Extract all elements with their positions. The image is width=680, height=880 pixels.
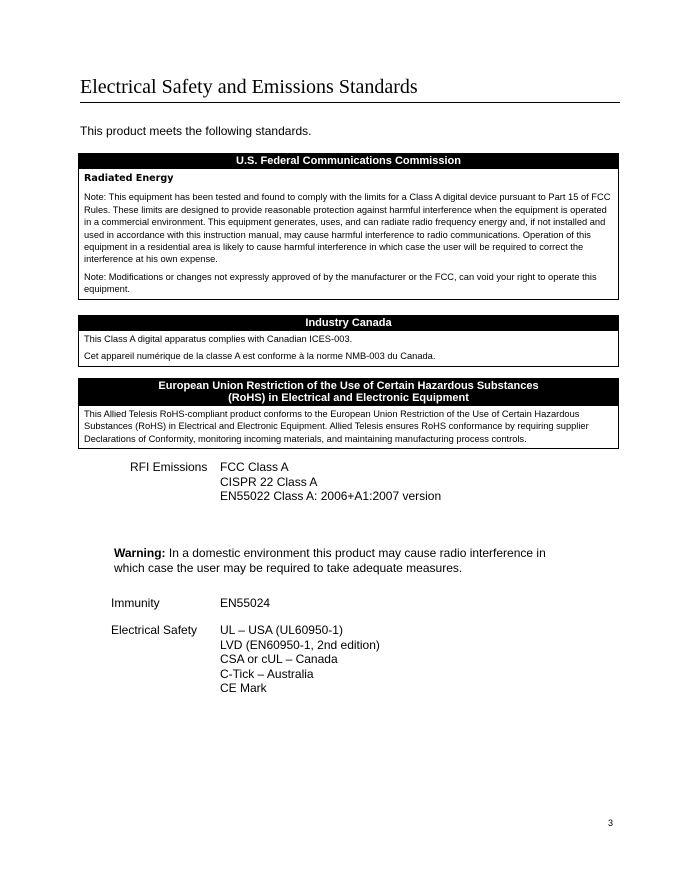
- electrical-safety-values: [220, 623, 380, 696]
- canada-line-1: This Class A digital apparatus complies with Canadian ICES-003.: [84, 334, 353, 344]
- canada-line-2: Cet appareil numérique de la classe A est conforme à la norme NMB-003 du Canada.: [84, 351, 436, 362]
- electrical-safety-label: Electrical Safety: [111, 623, 198, 637]
- fcc-subheading: Radiated Energy: [84, 173, 174, 184]
- rohs-box: [78, 378, 619, 449]
- rohs-header: [79, 379, 618, 406]
- canada-header: Industry Canada: [79, 316, 618, 331]
- page-number: 3: [608, 818, 614, 828]
- intro-text: This product meets the following standards.: [80, 124, 312, 138]
- rfi-emissions-label: RFI Emissions: [130, 460, 208, 474]
- warning-label: Warning:: [114, 546, 166, 560]
- immunity-value: EN55024: [220, 596, 271, 610]
- safety-value: C-Tick – Australia: [220, 666, 314, 681]
- fcc-header: U.S. Federal Communications Commission: [79, 154, 618, 169]
- rfi-value: CISPR 22 Class A: [220, 474, 318, 489]
- safety-value: CE Mark: [220, 681, 267, 695]
- fcc-note-2: Note: Modifications or changes not expressly approved of by the manufacturer or the FCC, can void your right to operate this equipment.: [84, 271, 597, 295]
- safety-value: LVD (EN60950-1, 2nd edition): [220, 637, 380, 652]
- canada-box: [78, 315, 619, 367]
- rfi-emissions-values: [220, 460, 441, 504]
- rohs-header-line-2: (RoHS) in Electrical and Electronic Equipment: [228, 392, 469, 404]
- immunity-label: Immunity: [111, 596, 160, 610]
- page-title: Electrical Safety and Emissions Standards: [80, 75, 620, 103]
- fcc-note-1: Note: This equipment has been tested and found to comply with the limits for a Class A digital device pursuant to Part 15 of FCC Rules. These limits are designed to provide reasonable protection against harmful interference when the equipment is operated in a commercial environment. This equipment generates, uses, and can radiate radio frequency energy and, if not installed and used in accordance with this instruction manual, may cause harmful interference to radio communications. Operation of this equipment in a residential area is likely to cause harmful interference in which case the user will be required to correct the interference at his own expense.: [84, 192, 611, 265]
- fcc-box: [78, 153, 619, 300]
- rohs-body: This Allied Telesis RoHS-compliant product conforms to the European Union Restriction of the Use of Certain Hazardous Substances (RoHS) in Electrical and Electronic Equipment. Allied Telesis ensures RoHS conformance by requiring supplier Declarations of Conformity, monitoring incoming materials, and maintaining manufacturing process controls.: [84, 409, 589, 444]
- rfi-value: EN55022 Class A: 2006+A1:2007 version: [220, 489, 442, 503]
- warning-body: In a domestic environment this product may cause radio interference in which case the user may be required to take adequate measures.: [114, 546, 546, 575]
- safety-value: CSA or cUL – Canada: [220, 652, 338, 666]
- immunity-values: [220, 596, 270, 611]
- rfi-value: FCC Class A: [220, 460, 289, 474]
- safety-value: UL – USA (UL60950-1): [220, 623, 343, 637]
- warning-text: [114, 546, 574, 576]
- rohs-header-line-1: European Union Restriction of the Use of Certain Hazardous Substances: [158, 380, 539, 392]
